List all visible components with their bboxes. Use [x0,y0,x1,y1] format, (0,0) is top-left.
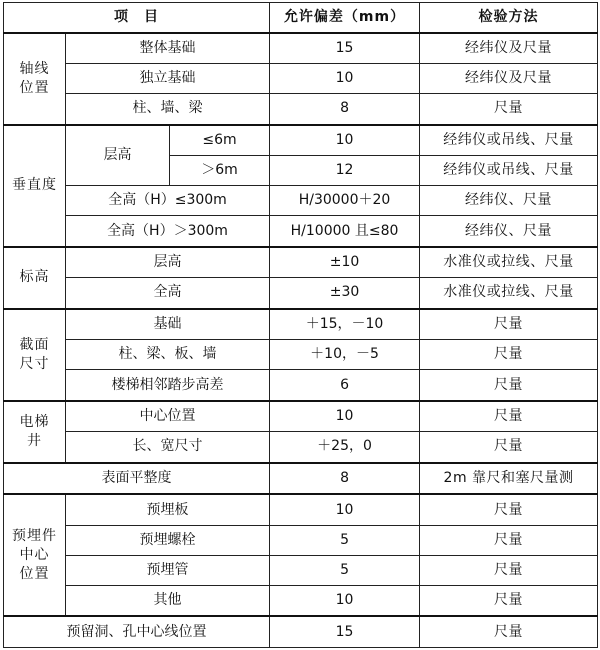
item-cell: 预埋螺栓 [66,525,270,555]
deviation-cell: ＋15，－10 [270,309,420,340]
deviation-cell: 6 [270,370,420,401]
deviation-cell: 8 [270,463,420,495]
deviation-cell: 15 [270,33,420,64]
group-embedded: 预埋件 中心 位置 [4,494,66,616]
method-cell: 尺量 [420,370,598,401]
group-vertical: 垂直度 [4,125,66,247]
deviation-cell: 8 [270,94,420,125]
method-cell: 尺量 [420,525,598,555]
method-cell: 尺量 [420,494,598,525]
method-cell: 尺量 [420,616,598,647]
table-row [4,401,598,432]
item-cell: 长、宽尺寸 [66,432,270,463]
deviation-cell: ＋10，－5 [270,340,420,370]
table-row [4,186,598,216]
method-cell: 经纬仪及尺量 [420,63,598,93]
table-row [4,616,598,647]
method-cell: 尺量 [420,586,598,617]
deviation-cell: 10 [270,494,420,525]
item-cell: 预埋管 [66,555,270,585]
header-item: 项 目 [4,3,270,33]
method-cell: 尺量 [420,94,598,125]
table-row [4,309,598,340]
table-row [4,432,598,463]
table-row [4,525,598,555]
method-cell: 尺量 [420,432,598,463]
method-cell: 尺量 [420,401,598,432]
item-cell: 整体基础 [66,33,270,64]
table-row [4,247,598,278]
table-row [4,586,598,617]
deviation-cell: ±30 [270,278,420,309]
item-cell: 全高（H）＞300m [66,216,270,247]
table-row [4,63,598,93]
deviation-cell: ＋25，0 [270,432,420,463]
table-row [4,278,598,309]
deviation-cell: 5 [270,555,420,585]
item-cell: ≤6m [170,125,270,156]
method-cell: 水准仪或拉线、尺量 [420,247,598,278]
deviation-cell: 10 [270,63,420,93]
item-cell: 楼梯相邻踏步高差 [66,370,270,401]
method-cell: 经纬仪、尺量 [420,186,598,216]
method-cell: 经纬仪、尺量 [420,216,598,247]
item-cell: ＞6m [170,155,270,185]
deviation-cell: 10 [270,125,420,156]
method-cell: 2m 靠尺和塞尺量测 [420,463,598,495]
table-row [4,33,598,64]
method-cell: 水准仪或拉线、尺量 [420,278,598,309]
group-elevation: 标高 [4,247,66,309]
deviation-cell: 10 [270,586,420,617]
table-row [4,125,598,156]
method-cell: 尺量 [420,340,598,370]
deviation-cell: H/30000＋20 [270,186,420,216]
group-elevator: 电梯 井 [4,401,66,463]
method-cell: 经纬仪及尺量 [420,33,598,64]
item-cell: 全高 [66,278,270,309]
deviation-cell: H/10000 且≤80 [270,216,420,247]
table-row [4,370,598,401]
tolerance-table [3,2,598,648]
header-deviation: 允许偏差（mm） [270,3,420,33]
group-floor-height: 层高 [66,125,170,186]
deviation-cell: 12 [270,155,420,185]
method-cell: 尺量 [420,309,598,340]
item-cell: 预埋板 [66,494,270,525]
group-section: 截面 尺寸 [4,309,66,401]
table-row [4,340,598,370]
table-row [4,555,598,585]
item-cell: 全高（H）≤300m [66,186,270,216]
header-method: 检验方法 [420,3,598,33]
table-row [4,216,598,247]
item-cell: 基础 [66,309,270,340]
item-cell: 独立基础 [66,63,270,93]
item-cell: 预留洞、孔中心线位置 [4,616,270,647]
method-cell: 经纬仪或吊线、尺量 [420,125,598,156]
deviation-cell: 5 [270,525,420,555]
method-cell: 尺量 [420,555,598,585]
group-axis: 轴线 位置 [4,33,66,125]
deviation-cell: 15 [270,616,420,647]
item-cell: 柱、墙、梁 [66,94,270,125]
item-cell: 层高 [66,247,270,278]
item-cell: 柱、梁、板、墙 [66,340,270,370]
table-row [4,463,598,495]
item-cell: 其他 [66,586,270,617]
table-row [4,94,598,125]
item-cell: 中心位置 [66,401,270,432]
table-row [4,494,598,525]
method-cell: 经纬仪或吊线、尺量 [420,155,598,185]
item-cell: 表面平整度 [4,463,270,495]
deviation-cell: ±10 [270,247,420,278]
deviation-cell: 10 [270,401,420,432]
